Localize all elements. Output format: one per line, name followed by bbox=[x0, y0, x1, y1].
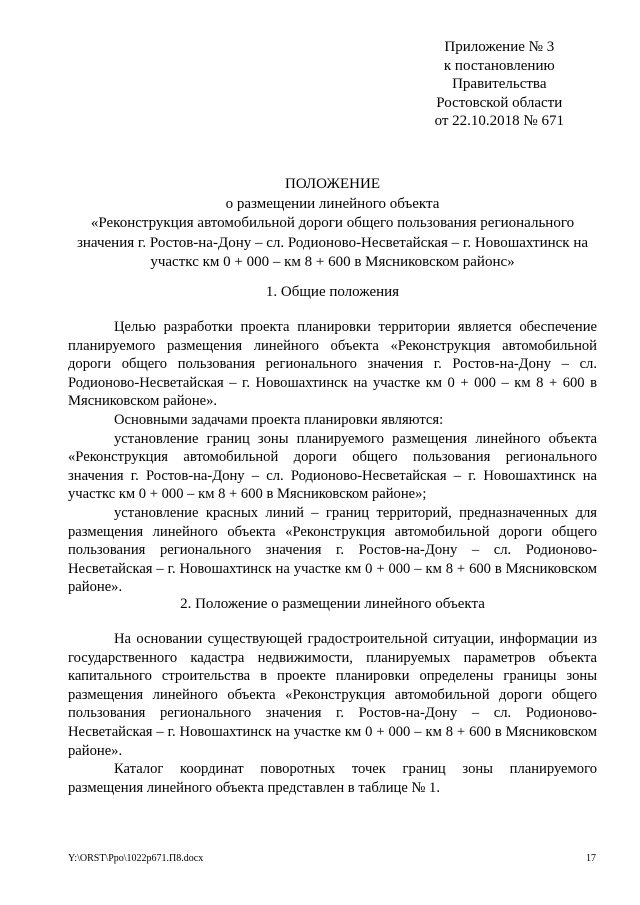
appendix-stamp bbox=[435, 38, 564, 131]
appendix-line: Приложение № 3 bbox=[444, 39, 555, 55]
title-object-name: «Реконструкция автомобильной дороги общего пользования регионального значения г. Ростов-на-Дону – сл. Родионово-Несветайская – г. Новошахтинск на участкс км 0 + 000 – км 8 + 600 в Мясниковском районс» bbox=[76, 215, 589, 270]
document-title bbox=[68, 175, 597, 273]
title-subtitle: о размещении линейного объекта bbox=[225, 195, 440, 212]
paragraph: На основании существующей градостроительной ситуации, информации из государственного кадастра недвижимости, планируемых параметров объекта капитального строительства в проекте планировки определены границы зоны размещения линейного объекта «Реконструкция автомобильной дороги общего пользования регионального значения г. Ростов-на-Дону – сл. Родионово-Несветайская – г. Новошахтинск на участке км 0 + 000 – км 8 + 600 в Мясниковском районе». bbox=[68, 631, 597, 759]
paragraph: Основными задачами проекта планировки являются: bbox=[114, 411, 444, 428]
paragraph: установление границ зоны планируемого размещения линейного объекта «Реконструкция автомобильной дороги общего пользования регионального значения г. Ростов-на-Дону – сл. Родионово-Несветайская – г. Новошахтинск на участкс км 0 + 000 – км 8 + 600 в Мясниковском районе»; bbox=[68, 430, 597, 503]
paragraph: Целью разработки проекта планировки территории является обеспечение планируемого размещения линейного объекта «Реконструкция автомобильной дороги общего пользования регионального значения г. Ростов-на-Дону – сл. Родионово-Несветайская – г. Новошахтинск на участке км 0 + 000 – км 8 + 600 в Мясниковском районе». bbox=[68, 319, 597, 410]
paragraph: установление красных линий – границ территорий, предназначенных для размещения линейного объекта «Реконструкция автомобильной дороги общего пользования регионального значения г. Ростов-на-Дону – сл. Родионово-Несветайская – г. Новошахтинск на участке км 0 + 000 – км 8 + 600 в Мясниковском районе». bbox=[68, 504, 597, 596]
appendix-line: Правительства bbox=[452, 76, 547, 92]
title-heading: ПОЛОЖЕНИЕ bbox=[285, 176, 380, 192]
appendix-line: к постановлению bbox=[443, 57, 555, 74]
appendix-line: от 22.10.2018 № 671 bbox=[434, 113, 564, 129]
section-2-body bbox=[68, 630, 597, 797]
section-1-heading: 1. Общие положения bbox=[265, 284, 400, 300]
footer-file-path: Y:\ORST\Ppo\1022p671.П8.docx bbox=[68, 853, 204, 864]
section-1-body bbox=[68, 318, 597, 597]
appendix-line: Ростовской области bbox=[436, 94, 563, 111]
footer-page-number: 17 bbox=[586, 853, 596, 864]
section-2-heading: 2. Положение о размещении линейного объекта bbox=[180, 596, 485, 612]
paragraph: Каталог координат поворотных точек границ зоны планируемого размещения линейного объекта представлен в таблице № 1. bbox=[68, 761, 597, 796]
